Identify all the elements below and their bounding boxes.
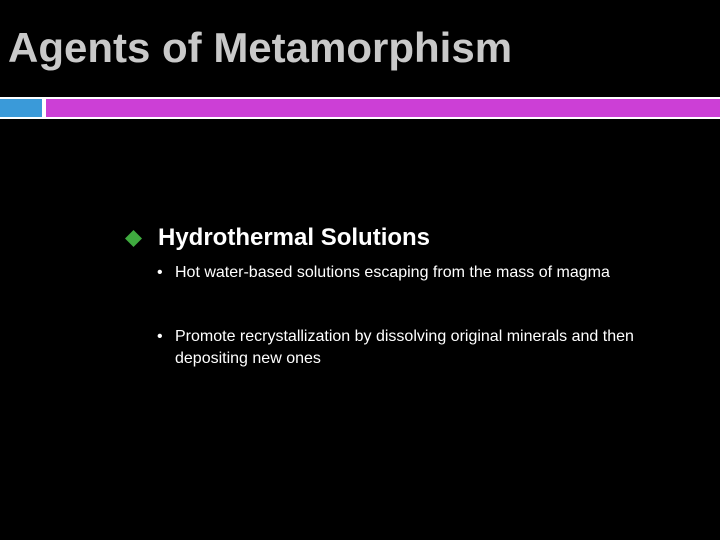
- accent-bar-blue: [0, 97, 44, 119]
- slide-content: [124, 222, 704, 367]
- sub-bullet-text: Promote recrystallization by dissolving original minerals and then depositing new ones: [175, 328, 634, 367]
- sub-bullet-item: [157, 262, 677, 284]
- accent-bar-magenta: [44, 97, 720, 119]
- slide-title: Agents of Metamorphism: [8, 24, 513, 71]
- main-bullet-text: Hydrothermal Solutions: [158, 224, 431, 251]
- sub-bullet-text: Hot water-based solutions escaping from the mass of magma: [175, 264, 610, 281]
- sub-bullet-item: [157, 326, 677, 370]
- sub-bullet-marker: •: [157, 264, 163, 281]
- main-bullet: [124, 222, 704, 254]
- sub-bullet-list: [157, 262, 677, 370]
- sub-bullet-marker: •: [157, 328, 163, 345]
- diamond-bullet-icon: [125, 230, 142, 247]
